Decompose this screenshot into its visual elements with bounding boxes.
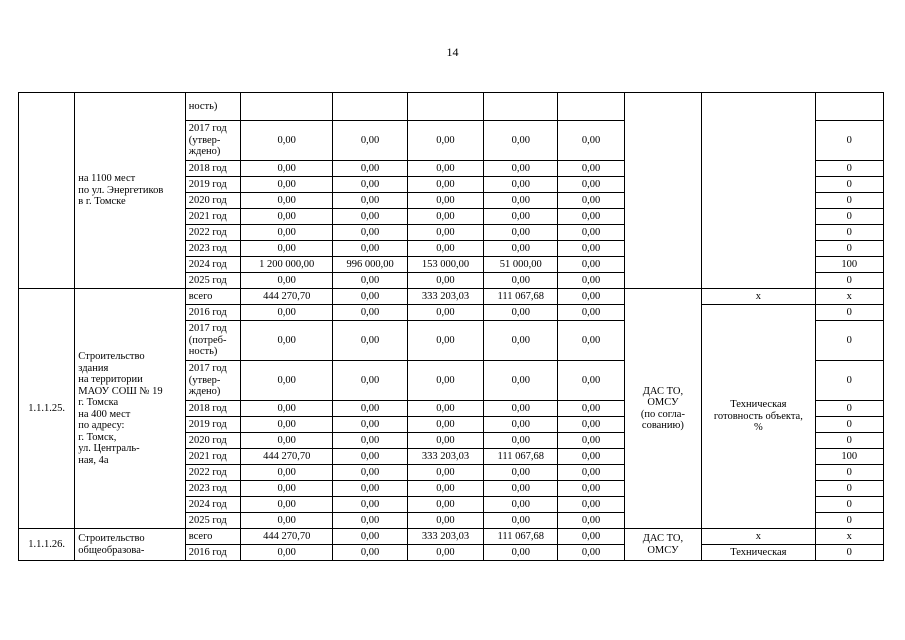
period-cell: 2022 год: [185, 225, 240, 241]
value-cell: 0,00: [558, 289, 624, 305]
value-cell: 0,00: [333, 321, 407, 361]
value-cell: 153 000,00: [407, 257, 483, 273]
executor-cell: ДАС ТО, ОМСУ: [624, 529, 701, 561]
page-number: 14: [446, 45, 459, 59]
period-cell: 2018 год: [185, 401, 240, 417]
value-cell: 0,00: [241, 321, 333, 361]
value-cell: [484, 93, 558, 121]
item-name: на 1100 мест по ул. Энергетиков в г. Томске: [75, 93, 186, 289]
value-cell: 0,00: [558, 433, 624, 449]
target-value-cell: х: [815, 529, 883, 545]
value-cell: 444 270,70: [241, 529, 333, 545]
value-cell: 0,00: [558, 193, 624, 209]
indicator-first: х: [702, 529, 816, 545]
target-value-cell: 0: [815, 321, 883, 361]
value-cell: 0,00: [484, 209, 558, 225]
value-cell: 0,00: [333, 433, 407, 449]
value-cell: 0,00: [558, 529, 624, 545]
period-cell: 2025 год: [185, 513, 240, 529]
value-cell: 1 200 000,00: [241, 257, 333, 273]
value-cell: 0,00: [241, 465, 333, 481]
value-cell: 0,00: [241, 401, 333, 417]
value-cell: 0,00: [241, 209, 333, 225]
value-cell: 0,00: [241, 497, 333, 513]
value-cell: 0,00: [558, 417, 624, 433]
value-cell: 0,00: [558, 273, 624, 289]
value-cell: 0,00: [558, 321, 624, 361]
value-cell: 0,00: [241, 241, 333, 257]
executor-cell: ДАС ТО, ОМСУ (по согла- сованию): [624, 289, 701, 529]
value-cell: 111 067,68: [484, 529, 558, 545]
value-cell: 0,00: [484, 417, 558, 433]
value-cell: 0,00: [333, 449, 407, 465]
value-cell: 0,00: [241, 273, 333, 289]
value-cell: 0,00: [484, 241, 558, 257]
value-cell: 0,00: [333, 241, 407, 257]
target-value-cell: 100: [815, 257, 883, 273]
value-cell: 0,00: [241, 161, 333, 177]
target-value-cell: 0: [815, 497, 883, 513]
target-value-cell: 0: [815, 465, 883, 481]
item-name: Строительство здания на территории МАОУ СОШ № 19 г. Томска на 400 мест по адресу: г. Томск, ул. Централь- ная, 4а: [75, 289, 186, 529]
value-cell: 0,00: [333, 273, 407, 289]
item-code: 1.1.1.26.: [19, 529, 75, 561]
value-cell: 0,00: [407, 305, 483, 321]
value-cell: 0,00: [484, 161, 558, 177]
value-cell: 0,00: [407, 481, 483, 497]
value-cell: 0,00: [333, 209, 407, 225]
target-value-cell: 0: [815, 361, 883, 401]
period-cell: 2024 год: [185, 257, 240, 273]
value-cell: 0,00: [484, 321, 558, 361]
period-cell: 2025 год: [185, 273, 240, 289]
value-cell: 0,00: [333, 513, 407, 529]
period-cell: всего: [185, 529, 240, 545]
value-cell: 0,00: [407, 497, 483, 513]
target-value-cell: 0: [815, 417, 883, 433]
value-cell: 333 203,03: [407, 529, 483, 545]
target-value-cell: 0: [815, 545, 883, 561]
value-cell: 51 000,00: [484, 257, 558, 273]
value-cell: 0,00: [484, 465, 558, 481]
value-cell: 0,00: [558, 449, 624, 465]
value-cell: 0,00: [407, 361, 483, 401]
period-cell: 2016 год: [185, 305, 240, 321]
indicator-cell: Техническая: [702, 545, 816, 561]
indicator-cell: Техническая готовность объекта, %: [702, 305, 816, 529]
target-value-cell: 0: [815, 225, 883, 241]
value-cell: 0,00: [241, 361, 333, 401]
period-cell: 2020 год: [185, 193, 240, 209]
target-value-cell: 0: [815, 193, 883, 209]
value-cell: 0,00: [558, 465, 624, 481]
value-cell: 996 000,00: [333, 257, 407, 273]
value-cell: 0,00: [558, 545, 624, 561]
period-cell: всего: [185, 289, 240, 305]
period-cell: ность): [185, 93, 240, 121]
target-value-cell: 0: [815, 241, 883, 257]
value-cell: 0,00: [558, 497, 624, 513]
value-cell: 0,00: [484, 401, 558, 417]
value-cell: 0,00: [333, 225, 407, 241]
value-cell: 0,00: [333, 305, 407, 321]
value-cell: 0,00: [333, 401, 407, 417]
value-cell: 0,00: [407, 545, 483, 561]
period-cell: 2023 год: [185, 241, 240, 257]
value-cell: 0,00: [484, 361, 558, 401]
target-value-cell: 0: [815, 481, 883, 497]
table-row: [19, 93, 884, 121]
value-cell: [407, 93, 483, 121]
value-cell: 0,00: [241, 305, 333, 321]
value-cell: 0,00: [407, 513, 483, 529]
value-cell: 0,00: [407, 433, 483, 449]
value-cell: 0,00: [484, 121, 558, 161]
value-cell: 0,00: [558, 177, 624, 193]
value-cell: 0,00: [241, 225, 333, 241]
value-cell: 0,00: [558, 241, 624, 257]
executor-cell: [624, 93, 701, 289]
value-cell: 0,00: [241, 121, 333, 161]
target-value-cell: 0: [815, 161, 883, 177]
value-cell: 0,00: [407, 209, 483, 225]
target-value-cell: 0: [815, 177, 883, 193]
value-cell: 0,00: [241, 481, 333, 497]
period-cell: 2019 год: [185, 417, 240, 433]
value-cell: 0,00: [484, 177, 558, 193]
value-cell: 0,00: [333, 417, 407, 433]
target-value-cell: х: [815, 289, 883, 305]
target-value-cell: 0: [815, 273, 883, 289]
value-cell: 333 203,03: [407, 449, 483, 465]
value-cell: 0,00: [333, 465, 407, 481]
indicator-cell: [702, 93, 816, 289]
target-value-cell: 0: [815, 121, 883, 161]
value-cell: 0,00: [333, 121, 407, 161]
value-cell: 0,00: [333, 529, 407, 545]
value-cell: 0,00: [484, 433, 558, 449]
target-value-cell: [815, 93, 883, 121]
value-cell: 0,00: [333, 177, 407, 193]
value-cell: 0,00: [484, 273, 558, 289]
period-cell: 2017 год (утвер- ждено): [185, 121, 240, 161]
value-cell: 0,00: [407, 225, 483, 241]
value-cell: 0,00: [333, 545, 407, 561]
value-cell: 0,00: [333, 161, 407, 177]
value-cell: 0,00: [241, 545, 333, 561]
value-cell: 0,00: [484, 193, 558, 209]
period-cell: 2017 год (утвер- ждено): [185, 361, 240, 401]
value-cell: 0,00: [333, 497, 407, 513]
target-value-cell: 0: [815, 433, 883, 449]
item-code: [19, 93, 75, 289]
value-cell: 0,00: [241, 513, 333, 529]
value-cell: 0,00: [407, 273, 483, 289]
value-cell: 0,00: [558, 161, 624, 177]
value-cell: 0,00: [558, 305, 624, 321]
value-cell: 0,00: [558, 121, 624, 161]
value-cell: [333, 93, 407, 121]
value-cell: 0,00: [241, 177, 333, 193]
value-cell: 0,00: [407, 417, 483, 433]
target-value-cell: 0: [815, 305, 883, 321]
target-value-cell: 0: [815, 209, 883, 225]
table-row: [19, 289, 884, 305]
value-cell: 0,00: [241, 193, 333, 209]
value-cell: 0,00: [484, 497, 558, 513]
value-cell: 0,00: [407, 193, 483, 209]
target-value-cell: 0: [815, 401, 883, 417]
value-cell: 0,00: [484, 481, 558, 497]
value-cell: 0,00: [558, 257, 624, 273]
value-cell: 0,00: [241, 433, 333, 449]
period-cell: 2021 год: [185, 209, 240, 225]
value-cell: 0,00: [558, 209, 624, 225]
value-cell: 0,00: [407, 465, 483, 481]
period-cell: 2021 год: [185, 449, 240, 465]
period-cell: 2020 год: [185, 433, 240, 449]
target-value-cell: 0: [815, 513, 883, 529]
value-cell: 0,00: [407, 241, 483, 257]
period-cell: 2017 год (потреб- ность): [185, 321, 240, 361]
value-cell: 0,00: [407, 121, 483, 161]
value-cell: 0,00: [333, 481, 407, 497]
value-cell: 0,00: [558, 401, 624, 417]
item-code: 1.1.1.25.: [19, 289, 75, 529]
value-cell: [241, 93, 333, 121]
value-cell: 0,00: [484, 513, 558, 529]
item-name: Строительство общеобразова-: [75, 529, 186, 561]
value-cell: 0,00: [484, 225, 558, 241]
value-cell: 0,00: [407, 177, 483, 193]
value-cell: 0,00: [333, 361, 407, 401]
period-cell: 2022 год: [185, 465, 240, 481]
value-cell: 0,00: [558, 481, 624, 497]
value-cell: 0,00: [558, 513, 624, 529]
value-cell: 0,00: [484, 305, 558, 321]
target-value-cell: 100: [815, 449, 883, 465]
value-cell: 0,00: [558, 225, 624, 241]
value-cell: 0,00: [241, 417, 333, 433]
value-cell: 0,00: [333, 193, 407, 209]
value-cell: 0,00: [407, 321, 483, 361]
value-cell: 333 203,03: [407, 289, 483, 305]
value-cell: 0,00: [558, 361, 624, 401]
period-cell: 2018 год: [185, 161, 240, 177]
value-cell: 111 067,68: [484, 289, 558, 305]
value-cell: 444 270,70: [241, 289, 333, 305]
value-cell: 0,00: [407, 161, 483, 177]
period-cell: 2019 год: [185, 177, 240, 193]
value-cell: 111 067,68: [484, 449, 558, 465]
period-cell: 2023 год: [185, 481, 240, 497]
value-cell: 444 270,70: [241, 449, 333, 465]
period-cell: 2016 год: [185, 545, 240, 561]
program-table: [18, 92, 884, 561]
value-cell: 0,00: [407, 401, 483, 417]
value-cell: [558, 93, 624, 121]
indicator-first: х: [702, 289, 816, 305]
value-cell: 0,00: [484, 545, 558, 561]
value-cell: 0,00: [333, 289, 407, 305]
table-row: [19, 529, 884, 545]
period-cell: 2024 год: [185, 497, 240, 513]
